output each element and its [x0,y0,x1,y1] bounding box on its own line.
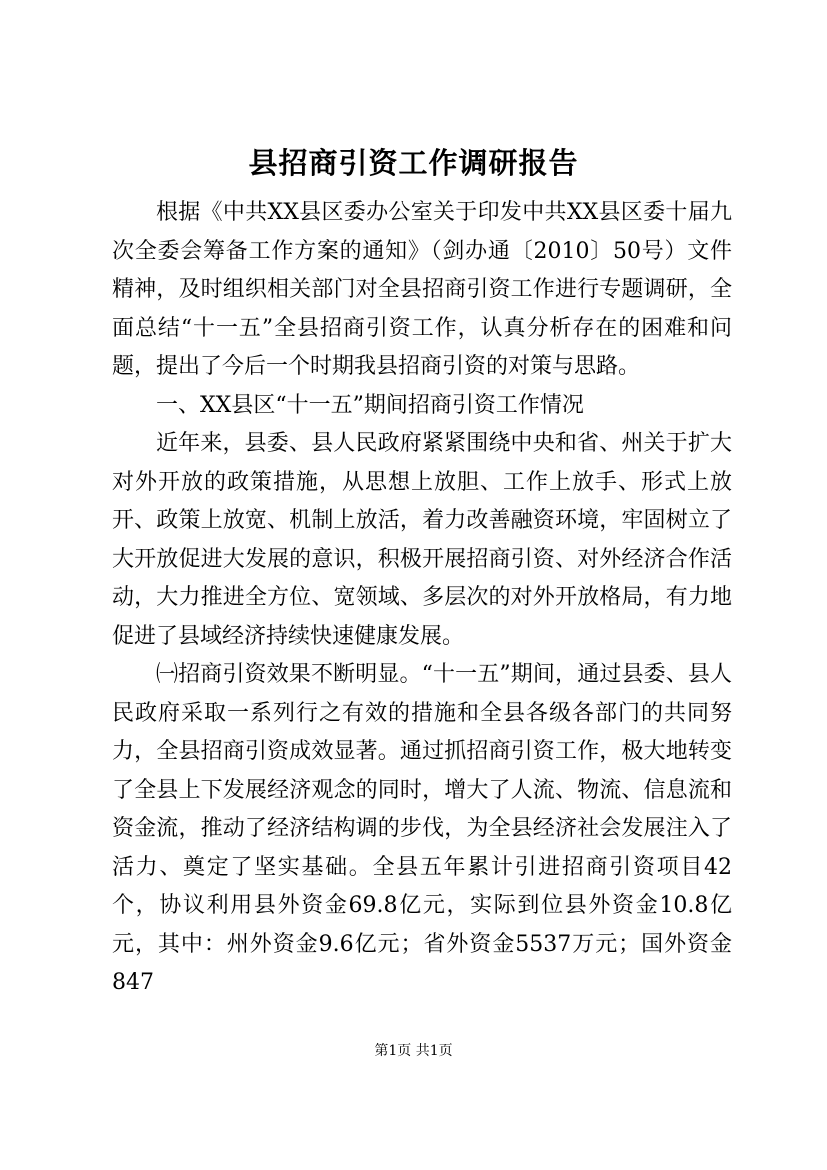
paragraph-results: ㈠招商引资效果不断明显。“十一五”期间，通过县委、县人民政府采取一系列行之有效的措施和全县各级各部门的共同努力，全县招商引资成效显著。通过抓招商引资工作，极大地转变了全县上下发展经济观念的同时，增大了人流、物流、信息流和资金流，推动了经济结构调的步伐，为全县经济社会发展注入了活力、奠定了坚实基础。全县五年累计引进招商引资项目42个，协议利用县外资金69.8亿元，实际到位县外资金10.8亿元，其中：州外资金9.6亿元；省外资金5537万元；国外资金847 [112,662,732,995]
document-title: 县招商引资工作调研报告 [248,146,579,180]
paragraph-intro: 根据《中共XX县区委办公室关于印发中共XX县区委十届九次全委会筹备工作方案的通知》（剑办通〔2010〕50号）文件精神，及时组织相关部门对全县招商引资工作进行专题调研，全面总结“十一五”全县招商引资工作，认真分析存在的困难和问题，提出了今后一个时期我县招商引资的对策与思路。 [112,200,732,379]
document-body [112,194,732,1003]
page-footer: 第1页 共1页 [374,1043,453,1059]
paragraph-overview: 近年来，县委、县人民政府紧紧围绕中央和省、州关于扩大对外开放的政策措施，从思想上放胆、工作上放手、形式上放开、政策上放宽、机制上放活，着力改善融资环境，牢固树立了大开放促进大发展的意识，积极开展招商引资、对外经济合作活动，大力推进全方位、宽领域、多层次的对外开放格局，有力地促进了县域经济持续快速健康发展。 [112,431,732,649]
section-heading: 一、XX县区“十一五”期间招商引资工作情况 [156,392,584,418]
